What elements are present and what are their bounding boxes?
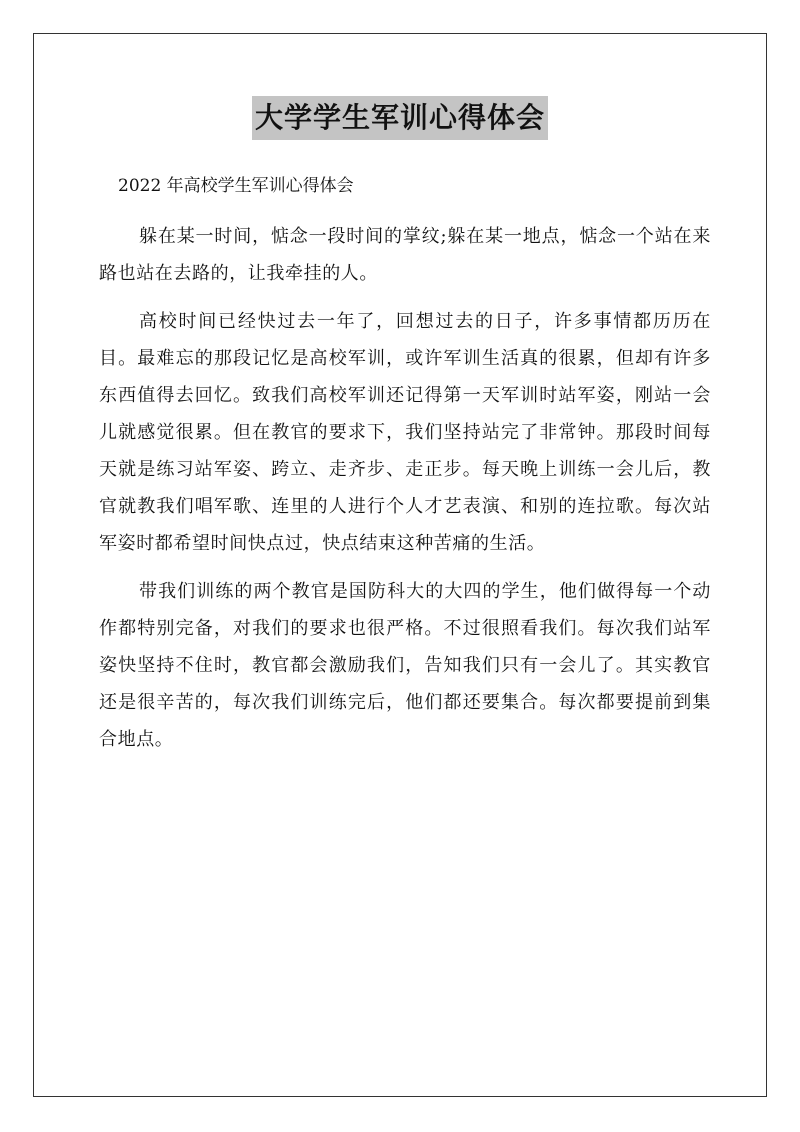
document-title: 大学学生军训心得体会 bbox=[252, 96, 548, 140]
paragraph-1: 躲在某一时间，惦念一段时间的掌纹;躲在某一地点，惦念一个站在来路也站在去路的，让我牵挂的人。 bbox=[99, 226, 711, 284]
title-container bbox=[0, 96, 800, 140]
paragraph-3: 带我们训练的两个教官是国防科大的大四的学生，他们做得每一个动作都特别完备，对我们的要求也很严格。不过很照看我们。每次我们站军姿快坚持不住时，教官都会激励我们，告知我们只有一会儿了。其实教官还是很辛苦的，每次我们训练完后，他们都还要集合。每次都要提前到集合地点。 bbox=[99, 581, 711, 750]
paragraph-2: 高校时间已经快过去一年了，回想过去的日子，许多事情都历历在目。最难忘的那段记忆是高校军训，或许军训生活真的很累，但却有许多东西值得去回忆。致我们高校军训还记得第一天军训时站军姿，刚站一会儿就感觉很累。但在教官的要求下，我们坚持站完了非常钟。那段时间每天就是练习站军姿、跨立、走齐步、走正步。每天晚上训练一会儿后，教官就教我们唱军歌、连里的人进行个人才艺表演、和别的连拉歌。每次站军姿时都希望时间快点过，快点结束这种苦痛的生活。 bbox=[99, 311, 711, 554]
document-body bbox=[99, 218, 711, 769]
document-subtitle: 2022 年高校学生军训心得体会 bbox=[118, 176, 354, 196]
